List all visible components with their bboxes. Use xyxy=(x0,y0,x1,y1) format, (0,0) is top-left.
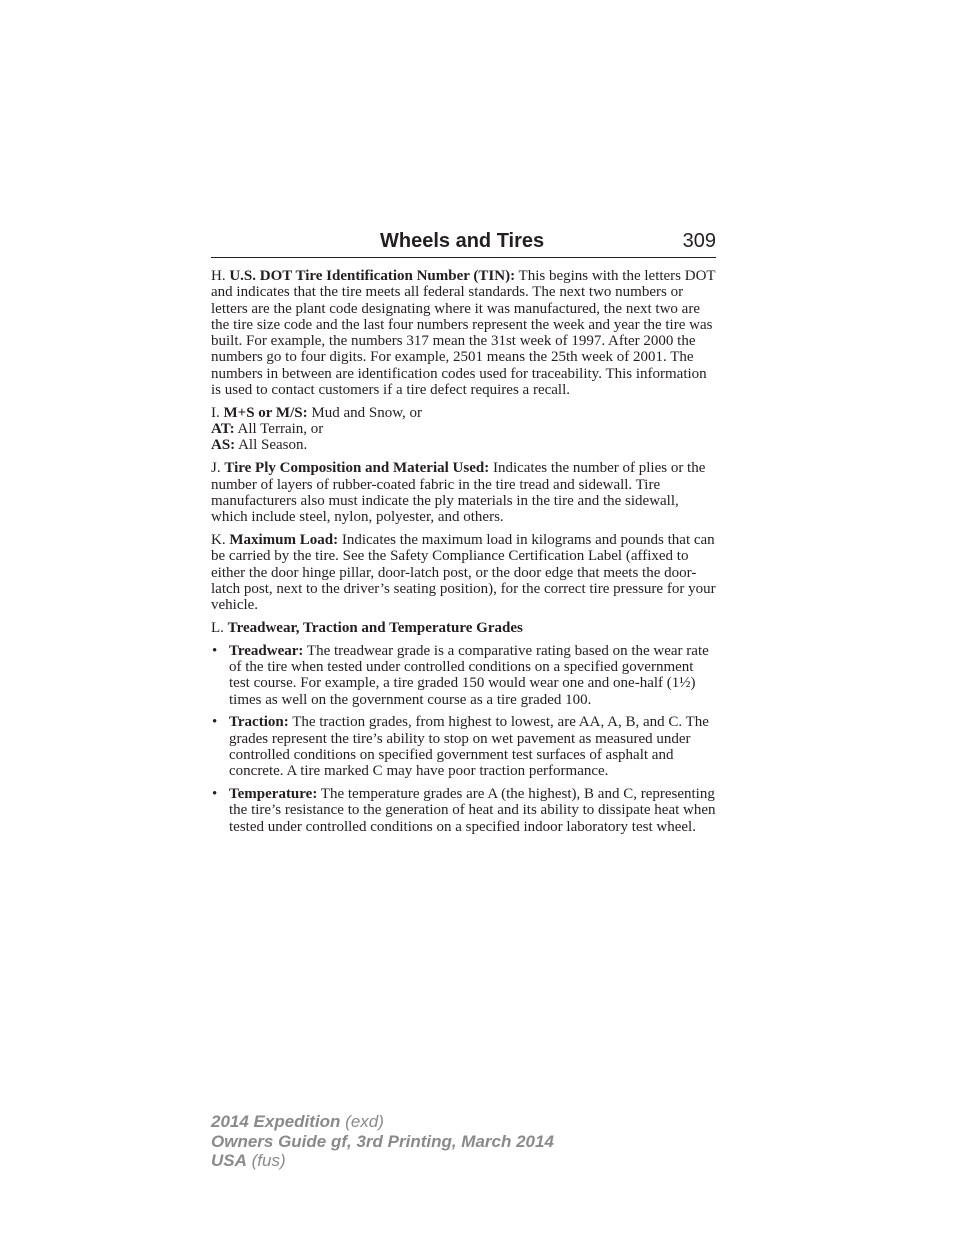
item-k-prefix: K. xyxy=(211,531,230,548)
item-i-text-at: All Terrain, or xyxy=(234,421,324,438)
item-i-text-ms: Mud and Snow, or xyxy=(307,404,423,421)
item-l-term: Treadwear, Traction and Temperature Grades xyxy=(227,619,523,636)
page-footer xyxy=(211,1112,554,1171)
item-h xyxy=(211,268,717,398)
temperature-text: The temperature grades are A (the highest), B and C, representing the tire’s resistance to the generation of heat and its ability to dissipate heat when tested under controlled conditions on a specified indoor laboratory test wheel. xyxy=(229,786,716,835)
list-item-treadwear xyxy=(211,643,717,708)
item-l xyxy=(211,620,717,636)
footer-region-code: (fus) xyxy=(246,1151,286,1170)
section-title: Wheels and Tires xyxy=(380,230,545,252)
traction-term: Traction: xyxy=(229,714,289,731)
list-item-traction xyxy=(211,714,717,779)
item-i-term-at: AT: xyxy=(211,421,235,438)
traction-text: The traction grades, from highest to lowest, are AA, A, B, and C. The grades represent the tire’s ability to stop on wet pavement as measured under controlled conditions on specified government test surfaces of asphalt and concrete. A tire marked C may have poor traction performance. xyxy=(229,714,709,780)
list-item-temperature xyxy=(211,786,717,835)
page-header xyxy=(211,229,716,258)
grades-list xyxy=(211,643,717,835)
footer-region: USA xyxy=(211,1151,247,1170)
footer-guide: Owners Guide gf, 3rd Printing, March 2014 xyxy=(211,1131,554,1151)
item-j xyxy=(211,460,717,525)
item-k xyxy=(211,532,717,613)
item-j-prefix: J. xyxy=(211,460,225,477)
footer-model-line xyxy=(211,1112,554,1132)
item-h-prefix: H. xyxy=(211,268,230,284)
item-k-term: Maximum Load: xyxy=(229,531,339,548)
footer-region-line xyxy=(211,1151,554,1171)
bullet-icon: • xyxy=(212,786,218,803)
item-j-text: Indicates the number of plies or the number of layers of rubber-coated fabric in the tire tread and sidewall. Tire manufacturers also must indicate the ply materials in the tire and the sidewall, which include steel, nylon, polyester, and others. xyxy=(211,460,706,526)
item-i-text-as: All Season. xyxy=(235,437,308,454)
treadwear-text: The treadwear grade is a comparative rating based on the wear rate of the tire when tested under controlled conditions on a specified government test course. For example, a tire graded 150 would wear one and one-half (1½) times as well on the government course as a tire graded 100. xyxy=(229,642,709,708)
bullet-icon: • xyxy=(212,714,218,731)
bullet-icon: • xyxy=(212,642,218,659)
page-content xyxy=(211,268,717,842)
temperature-term: Temperature: xyxy=(229,786,318,803)
item-k-text: Indicates the maximum load in kilograms and pounds that can be carried by the tire. See the Safety Compliance Certification Label (affixed to either the door hinge pillar, door-latch post, or the door edge that meets the door-latch post, next to the driver’s seating position), for the correct tire pressure for your vehicle. xyxy=(211,531,716,614)
item-i xyxy=(211,405,717,454)
item-i-term-ms: M+S or M/S: xyxy=(223,404,308,421)
item-j-term: Tire Ply Composition and Material Used: xyxy=(224,460,490,477)
treadwear-term: Treadwear: xyxy=(229,642,304,659)
footer-model-code: (exd) xyxy=(340,1112,384,1131)
item-i-prefix: I. xyxy=(211,404,224,421)
item-h-text: This begins with the letters DOT and indicates that the tire meets all federal standards. The next two numbers or letters are the plant code designating where it was manufactured, the next two are the tire size code and the last four numbers represent the week and year the tire was built. For example, the numbers 317 mean the 31st week of 1997. After 2000 the numbers go to four digits. For example, 2501 means the 25th week of 2001. The numbers in between are identification codes used for traceability. This information is used to contact customers if a tire defect requires a recall. xyxy=(211,268,716,399)
item-i-term-as: AS: xyxy=(211,437,236,454)
item-l-prefix: L. xyxy=(211,619,228,636)
footer-model: 2014 Expedition xyxy=(211,1112,341,1131)
item-h-term: U.S. DOT Tire Identification Number (TIN): xyxy=(229,268,516,284)
footer-guide-line xyxy=(211,1132,554,1152)
page-number: 309 xyxy=(682,230,716,252)
